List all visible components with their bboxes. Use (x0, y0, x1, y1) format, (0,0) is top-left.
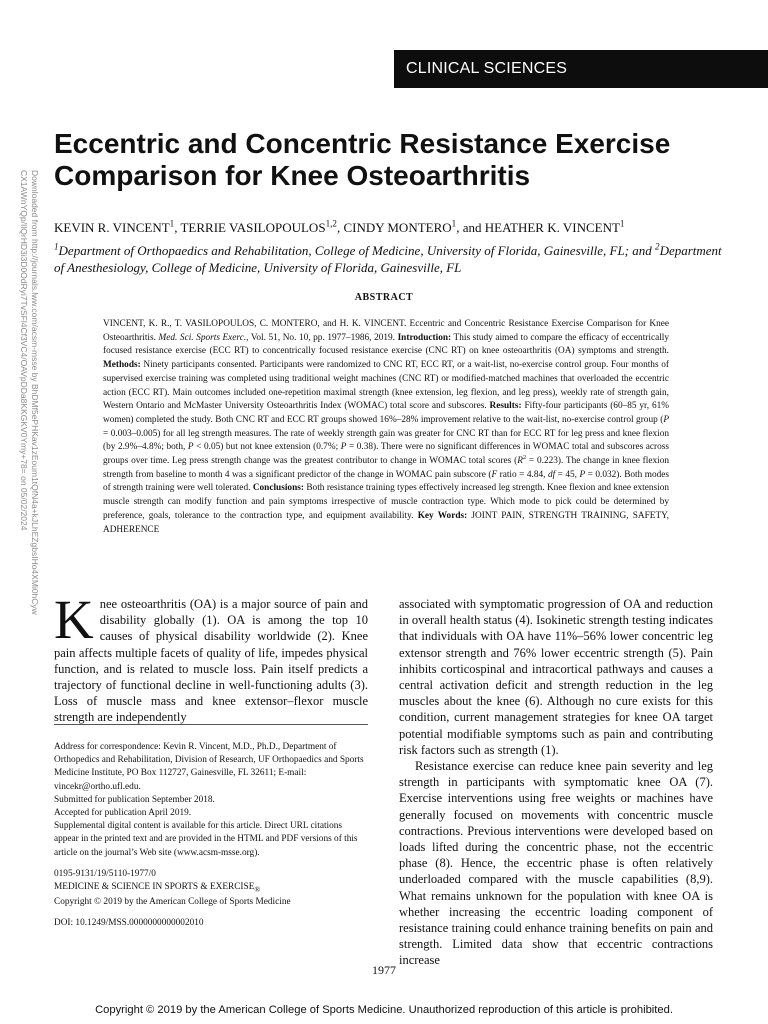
author-name: CINDY MONTERO (343, 220, 452, 235)
body-paragraph: associated with symptomatic progression of OA and reduction in overall health status (4). Isokinetic strength testing indicates that individuals with OA have 11%–56% lower concentric leg extensor strength and 76% lower eccentric strength (5). Pain inhibits corticospinal and intracortical pathways and causes a central activation deficit and strength reduction in the leg muscles about the knee (6). Although no cure exists for this condition, current management strategies for knee OA target potential modifiable symptoms such as pain and contributing risk factors such as strength (1). (399, 597, 713, 757)
issn: 0195-9131/19/5110-1977/0 (54, 868, 156, 879)
footnote-divider (54, 724, 368, 725)
download-watermark: Downloaded from http://journals.lww.com/acsm-msse by BhDMf5ePHKav1zEoum1tQfN4a+kJLhEZgbsIHo4XMi0hCyw CX1AWnYQp/IlQrHD3i3D0OdRyi7TvSFl4Cf3VC4/OAVpDDa8KKGKV0Ymy+78= on 05/02/2024 (19, 170, 40, 615)
abstract-text: VINCENT, K. R., T. VASILOPOULOS, C. MONTERO, and H. K. VINCENT. Eccentric and Concentric Resistance Exercise Comparison for Knee Osteoarthritis. Med. Sci. Sports Exerc., Vol. 51, No. 10, pp. 1977–1986, 2019. Introduction: This study aimed to compare the efficacy of eccentrically focused resistance exercise (ECC RT) to concentrically focused resistance exercise (CNC RT) on knee osteoarthritis (OA) symptoms and strength. Methods: Ninety participants consented. Participants were randomized to CNC RT, ECC RT, or a wait-list, no-exercise control group. Four months of supervised exercise training was completed using traditional weight machines (CNC RT) or modified-matched machines that overloaded the eccentric action (ECC RT). Main outcomes included one-repetition maximal strength (knee extension, leg flexion, and leg press), weekly rate of strength gain, Western Ontario and McMaster University Osteoarthritis Index (WOMAC) total score and subscores. Results: Fifty-four participants (60–85 yr, 61% women) completed the study. Both CNC RT and ECC RT groups showed 16%–28% improvement relative to the wait-list, no-exercise control group (P = 0.003–0.005) for all leg strength measures. The rate of weekly strength gain was greater for CNC RT than for ECC RT for leg press and knee flexion (by 2.9%–4.8%; both, P < 0.05) but not knee extension (0.7%; P = 0.38). There were no significant differences in WOMAC total and subscores across groups over time. Leg press strength change was the greatest contributor to change in WOMAC total scores $(R^2 = 0.223)$. The change in knee flexion strength from baseline to month 4 was a significant predictor of the change in WOMAC pain subscore (F ratio = 4.84, df = 45, P = 0.032). Both modes of strength training were well tolerated. Conclusions: Both resistance training types effectively increased leg strength. Knee flexion and knee extension muscle strength can modify function and pain symptoms irrespective of muscle contraction type. Which mode to pick could be determined by preference, goals, tolerance to the contraction type, and equipment availability. Key Words: JOINT PAIN, STRENGTH TRAINING, SAFETY, ADHERENCE (103, 319, 670, 535)
affiliations: $^1$Department of Orthopaedics and Rehabilitation, College of Medicine, University of Florida, Gainesville, FL; and $^2$Department of Anesthesiology, College of Medicine, University of Florida, Gainesville, FL (54, 241, 722, 275)
correspondence-note: Address for correspondence: Kevin R. Vincent, M.D., Ph.D., Department of Orthopedics and Rehabilitation, Division of Research, UF Orthopaedics and Sports Medicine Institute, PO Box 112727, Gainesville, FL 32611; E-mail: vincekr@ortho.ufl.edu. (54, 742, 364, 792)
article-footnotes (54, 741, 368, 931)
drop-cap: K (54, 589, 94, 650)
accepted-date: Accepted for publication April 2019. (54, 808, 192, 819)
author-name: TERRIE VASILOPOULOS (180, 220, 326, 235)
body-paragraph: Resistance exercise can reduce knee pain severity and leg strength in participants with symptomatic knee OA (7). Exercise interventions using free weights or machines have generally focused on movements with concentric muscle contractions. Previous interventions were developed based on loads lifted during the concentric phase, not the eccentric phase (8). Hence, the eccentric phase is often relatively underloaded compared with the muscle capabilities (8,9). What remains unknown for the population with knee OA is whether increasing the eccentric loading component of resistance training could enhance training benefits on pain and strength. Limited data show that eccentric contractions increase (399, 759, 713, 968)
section-label: CLINICAL SCIENCES (394, 50, 768, 88)
author-name: HEATHER K. VINCENT (484, 220, 620, 235)
copyright-footer: Copyright © 2019 by the American College of Sports Medicine. Unauthorized reproduction of this article is prohibited. (95, 1004, 673, 1016)
page-number: 1977 (372, 963, 396, 977)
submitted-date: Submitted for publication September 2018. (54, 794, 215, 805)
journal-name: MEDICINE & SCIENCE IN SPORTS & $EXERCISE_®$ (54, 882, 261, 894)
abstract-heading: ABSTRACT (354, 292, 414, 303)
body-column-right (399, 596, 713, 969)
article-title: Eccentric and Concentric Resistance Exercise Comparison for Knee Osteoarthritis (54, 128, 671, 191)
author-name: KEVIN R. VINCENT (54, 220, 170, 235)
author-list: KEVIN R. VINCENT$^1$, TERRIE VASILOPOULOS$^{1,2}$, CINDY MONTERO$^1$, and HEATHER K. VINCENT$^1$ (54, 218, 625, 235)
copyright-note: Copyright © 2019 by the American College of Sports Medicine (54, 897, 291, 908)
body-column-left: Knee osteoarthritis (OA) is a major source of pain and disability globally (1). OA is among the top 10 causes of physical disability worldwide (2). Knee pain affects multiple facets of quality of life, impedes physical function, and is related to muscle loss. Pain itself predicts a trajectory of functional decline in well-functioning adults (3). Loss of muscle mass and knee extensor–flexor muscle strength are independently (54, 589, 368, 725)
supplemental-note: Supplemental digital content is available for this article. Direct URL citations appear in the printed text and are provided in the HTML and PDF versions of this article on the journal’s Web site (www.acsm-msse.org). (54, 821, 358, 858)
doi: DOI: 10.1249/MSS.0000000000002010 (54, 918, 204, 929)
